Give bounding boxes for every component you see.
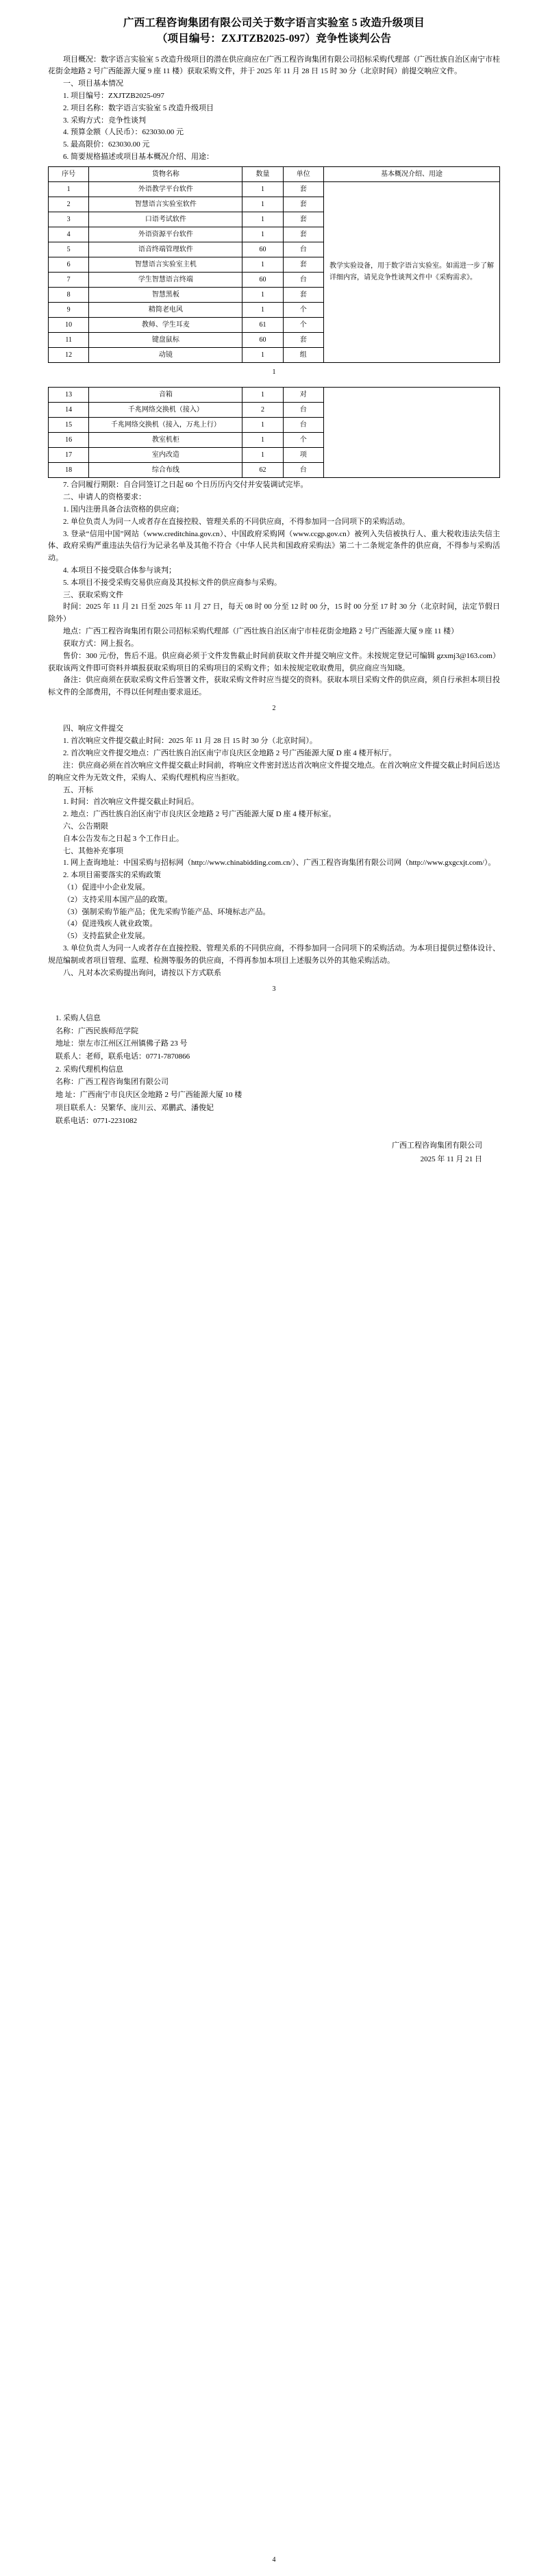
table-header-qty: 数量: [242, 166, 283, 181]
cell-goods: 语音终端管理软件: [89, 242, 242, 257]
project-item-3: 3. 采购方式：竞争性谈判: [63, 116, 146, 125]
cell-qty: 1: [242, 227, 283, 242]
project-item-6: 6. 简要规格描述或项目基本概况介绍、用途：: [63, 153, 214, 161]
cell-goods: 外语资源平台软件: [89, 227, 242, 242]
cell-qty: 1: [242, 418, 283, 433]
table-row: [49, 388, 500, 403]
purchaser-name: 名称：广西民族师范学院: [55, 1026, 138, 1035]
body-paragraph-12: 备注：供应商须在获取采购文件后签署文件，获取采购文件时应当提交的资料。获取本项目采购文件的供应商，须自行承担本项目投标文件的全部费用，不得以任何理由要求退还。: [48, 676, 500, 697]
cell-no: 10: [49, 317, 89, 332]
body-paragraph-0: 7. 合同履行期限：自合同签订之日起 60 个日历历内交付并安装调试完毕。: [63, 481, 308, 490]
cell-unit: 对: [283, 388, 323, 403]
cell-unit: 套: [283, 212, 323, 227]
cell-unit: 台: [283, 242, 323, 257]
body-paragraph-31: 八、凡对本次采购提出询问，请按以下方式联系: [63, 968, 221, 977]
cell-goods: 千兆网络交换机（接入）: [89, 403, 242, 418]
agency-heading: 2. 采购代理机构信息: [55, 1065, 123, 1074]
cell-qty: 1: [242, 257, 283, 272]
body-paragraph-15: 2. 首次响应文件提交地点：广西壮族自治区南宁市良庆区金地路 2 号广西能源大厦 D 座 4 楼开标厅。: [63, 749, 397, 758]
policy-item-4: （5）支持监狱企业发展。: [63, 932, 150, 941]
purchaser-heading: 1. 采购人信息: [55, 1014, 101, 1022]
document-body: [48, 54, 500, 1167]
table-row: [49, 181, 500, 197]
cell-qty: 60: [242, 242, 283, 257]
cell-goods: 键盘鼠标: [89, 332, 242, 347]
policy-item-5: 3. 单位负责人为同一人或者存在直接控股、管理关系的不同供应商，不得参加同一合同项下的采购活动。为本项目提供过整体设计、规范编制或者项目管理、监理、检测等服务的供应商，不得再参加本项目上述服务以外的其他采购活动。: [48, 944, 500, 965]
cell-no: 13: [49, 388, 89, 403]
section-heading-3: 三、获取采购文件: [63, 590, 123, 599]
cell-goods: 精简老电风: [89, 302, 242, 317]
body-paragraph-24: 2. 本项目需要落实的采购政策: [63, 871, 161, 880]
table-header-goods: 货物名称: [89, 166, 242, 181]
goods-table-part1: [48, 166, 500, 363]
cell-no: 1: [49, 181, 89, 197]
signature-block: [48, 1139, 500, 1167]
cell-qty: 1: [242, 287, 283, 302]
project-item-5: 5. 最高限价：623030.00 元: [63, 140, 150, 149]
table-header-no: 序号: [49, 166, 89, 181]
cell-unit: 个: [283, 433, 323, 448]
cell-no: 17: [49, 448, 89, 463]
cell-no: 8: [49, 287, 89, 302]
page-number-1: 1: [272, 368, 276, 376]
body-paragraph-17: 五、开标: [63, 785, 93, 794]
body-paragraph-2: 1. 国内注册具备合法资格的供应商；: [63, 505, 184, 514]
section-heading-6: 自本公告发布之日起 3 个工作日止。: [63, 834, 184, 843]
cell-no: 5: [49, 242, 89, 257]
cell-no: 16: [49, 433, 89, 448]
cell-no: 2: [49, 197, 89, 212]
cell-qty: 61: [242, 317, 283, 332]
agency-address: 地 址：广西南宁市良庆区金地路 2 号广西能源大厦 10 楼: [55, 1091, 242, 1100]
cell-goods: 智慧语言实验室主机: [89, 257, 242, 272]
signature-date: 2025 年 11 月 21 日: [420, 1154, 482, 1163]
page-title: [27, 15, 521, 47]
cell-qty: 1: [242, 433, 283, 448]
body-paragraph-19: 2. 地点：广西壮族自治区南宁市良庆区金地路 2 号广西能源大厦 D 座 4 楼开标室。: [63, 810, 336, 819]
cell-no: 11: [49, 332, 89, 347]
cell-qty: 1: [242, 388, 283, 403]
cell-qty: 1: [242, 197, 283, 212]
cell-goods: 教师、学生耳麦: [89, 317, 242, 332]
intro-paragraph: 项目概况：数字语言实验室 5 改造升级项目的潜在供应商应在广西工程咨询集团有限公司招标采购代理部（广西壮族自治区南宁市桂花街金地路 2 号广西能源大厦 9 座 11 楼）获取采购文件，并于 2025 年 11 月 28 日 15 时 30 分（北京时间）前提交响应文件。: [48, 55, 500, 76]
project-item-4: 4. 预算金额（人民币）：623030.00 元: [63, 128, 184, 137]
cell-no: 14: [49, 403, 89, 418]
cell-unit: 套: [283, 181, 323, 197]
cell-goods: 综合布线: [89, 463, 242, 478]
cell-no: 3: [49, 212, 89, 227]
cell-goods: 室内改造: [89, 448, 242, 463]
cell-unit: 个: [283, 302, 323, 317]
cell-qty: 1: [242, 347, 283, 362]
section-heading-1: 一、项目基本情况: [63, 79, 123, 88]
cell-qty: 60: [242, 332, 283, 347]
document-title-line2: （项目编号：ZXJTZB2025-097）竞争性谈判公告: [156, 33, 392, 45]
body-paragraph-13: 四、响应文件提交: [63, 724, 123, 733]
page-number-2: 2: [272, 704, 276, 712]
cell-goods: 音箱: [89, 388, 242, 403]
cell-goods: 外语教学平台软件: [89, 181, 242, 197]
purchaser-address: 地址：崇左市江州区江州镇佛子路 23 号: [55, 1039, 188, 1048]
body-paragraph-5: 4. 本项目不接受联合体参与谈判；: [63, 566, 176, 574]
cell-goods: 动镜: [89, 347, 242, 362]
cell-qty: 60: [242, 272, 283, 287]
cell-goods: 学生智慧语言终端: [89, 272, 242, 287]
cell-unit: 个: [283, 317, 323, 332]
section-heading-5: 1. 时间：首次响应文件提交截止时间后。: [63, 798, 199, 807]
table-header-desc: 基本概况介绍、用途: [323, 166, 499, 181]
body-paragraph-20: 六、公告期限: [63, 822, 108, 831]
section-heading-2: 二、申请人的资格要求：: [63, 493, 146, 502]
cell-qty: 1: [242, 448, 283, 463]
cell-no: 15: [49, 418, 89, 433]
cell-unit: 台: [283, 418, 323, 433]
cell-goods: 口语考试软件: [89, 212, 242, 227]
cell-unit: 项: [283, 448, 323, 463]
cell-no: 7: [49, 272, 89, 287]
agency-phone: 联系电话：0771-2231082: [55, 1116, 138, 1125]
cell-goods: 智慧黑板: [89, 287, 242, 302]
body-paragraph-3: 2. 单位负责人为同一人或者存在直接控股、管理关系的不同供应商，不得参加同一合同项下的采购活动。: [63, 517, 410, 526]
cell-no: 9: [49, 302, 89, 317]
table-header-row: [49, 166, 500, 181]
cell-qty: 1: [242, 181, 283, 197]
cell-unit: 套: [283, 257, 323, 272]
signature-company: 广西工程咨询集团有限公司: [392, 1141, 482, 1150]
body-paragraph-11: 售价：300 元/份，售后不退。供应商必须于文件发售截止时间前获取文件并提交响应文件。未按规定登记可编辑 gzxmj3@163.com）获取该两文件即可资料并填报获取采购项目的采购项目的采购文件；如未按规定收取费用，供应商应当知晓。: [48, 651, 500, 672]
cell-unit: 台: [283, 463, 323, 478]
cell-description: [323, 388, 499, 478]
cell-qty: 1: [242, 302, 283, 317]
cell-qty: 62: [242, 463, 283, 478]
page-number-3: 3: [272, 985, 276, 993]
agency-name: 名称：广西工程咨询集团有限公司: [55, 1078, 169, 1087]
body-paragraph-9: 地点：广西工程咨询集团有限公司招标采购代理部（广西壮族自治区南宁市桂花街金地路 2 号广西能源大厦 9 座 11 楼）: [63, 627, 459, 636]
cell-unit: 套: [283, 332, 323, 347]
project-item-1: 1. 项目编号：ZXJTZB2025-097: [63, 91, 164, 100]
page-number-4: 4: [272, 2555, 276, 2564]
body-paragraph-6: 5. 本项目不接受采购交易供应商及其投标文件的供应商参与采购。: [63, 578, 282, 587]
cell-no: 12: [49, 347, 89, 362]
cell-unit: 套: [283, 287, 323, 302]
cell-qty: 2: [242, 403, 283, 418]
cell-no: 4: [49, 227, 89, 242]
cell-unit: 台: [283, 272, 323, 287]
section-heading-7: 1. 网上查询地址：中国采购与招标网（http://www.chinabidding.com.cn/）、广西工程咨询集团有限公司网（http://www.gxgcxjt.com/）。: [63, 859, 496, 868]
cell-qty: 1: [242, 212, 283, 227]
policy-item-3: （4）促进残疾人就业政策。: [63, 920, 158, 929]
cell-unit: 套: [283, 227, 323, 242]
cell-goods: 教室机柜: [89, 433, 242, 448]
body-paragraph-4: 3. 登录“信用中国”网站（www.creditchina.gov.cn）、中国政府采购网（www.ccgp.gov.cn）被列入失信被执行人、重大税收违法失信主体、政府采购严重违法失信行为记录名单及其他不符合《中华人民共和国政府采购法》第二十二条规定条件的供应商，不得参与采购活动。: [48, 529, 500, 563]
policy-item-1: （2）支持采用本国产品的政策。: [63, 895, 173, 904]
body-paragraph-10: 获取方式：网上报名。: [63, 639, 138, 648]
body-paragraph-16: 注：供应商必须在首次响应文件提交截止时间前，将响应文件密封送达首次响应文件提交地点。在首次响应文件提交截止时间后送达的响应文件为无效文件，采购人、采购代理机构应当拒收。: [48, 761, 500, 782]
cell-unit: 套: [283, 197, 323, 212]
section-heading-4: 1. 首次响应文件提交截止时间：2025 年 11 月 28 日 15 时 30 分（北京时间）。: [63, 737, 317, 746]
body-paragraph-22: 七、其他补充事项: [63, 846, 123, 855]
table-header-unit: 单位: [283, 166, 323, 181]
body-paragraph-25: （1）促进中小企业发展。: [63, 883, 150, 892]
cell-goods: 智慧语言实验室软件: [89, 197, 242, 212]
purchaser-phone: 联系人：老师，联系电话：0771-7870866: [55, 1052, 190, 1061]
cell-description: 教学实验设备，用于数字语言实验室。如需进一步了解详细内容，请见竞争性谈判文件中《采购需求》。: [323, 181, 499, 362]
cell-unit: 组: [283, 347, 323, 362]
cell-goods: 千兆网络交换机（接入，万兆上行）: [89, 418, 242, 433]
policy-item-2: （3）强制采购节能产品；优先采购节能产品、环境标志产品。: [63, 907, 271, 916]
document-title-line1: 广西工程咨询集团有限公司关于数字语言实验室 5 改造升级项目: [123, 17, 425, 29]
cell-no: 6: [49, 257, 89, 272]
body-paragraph-8: 时间：2025 年 11 月 21 日至 2025 年 11 月 27 日，每天 08 时 00 分至 12 时 00 分，15 时 00 分至 17 时 30 分（北京时间，法定节假日除外）: [48, 603, 500, 624]
cell-unit: 台: [283, 403, 323, 418]
goods-table-part2: [48, 387, 500, 478]
project-item-2: 2. 项目名称：数字语言实验室 5 改造升级项目: [63, 103, 214, 112]
agency-contact: 项目联系人：吴繁华、庞川云、邓鹏武、潘俊妃: [55, 1103, 214, 1112]
cell-no: 18: [49, 463, 89, 478]
